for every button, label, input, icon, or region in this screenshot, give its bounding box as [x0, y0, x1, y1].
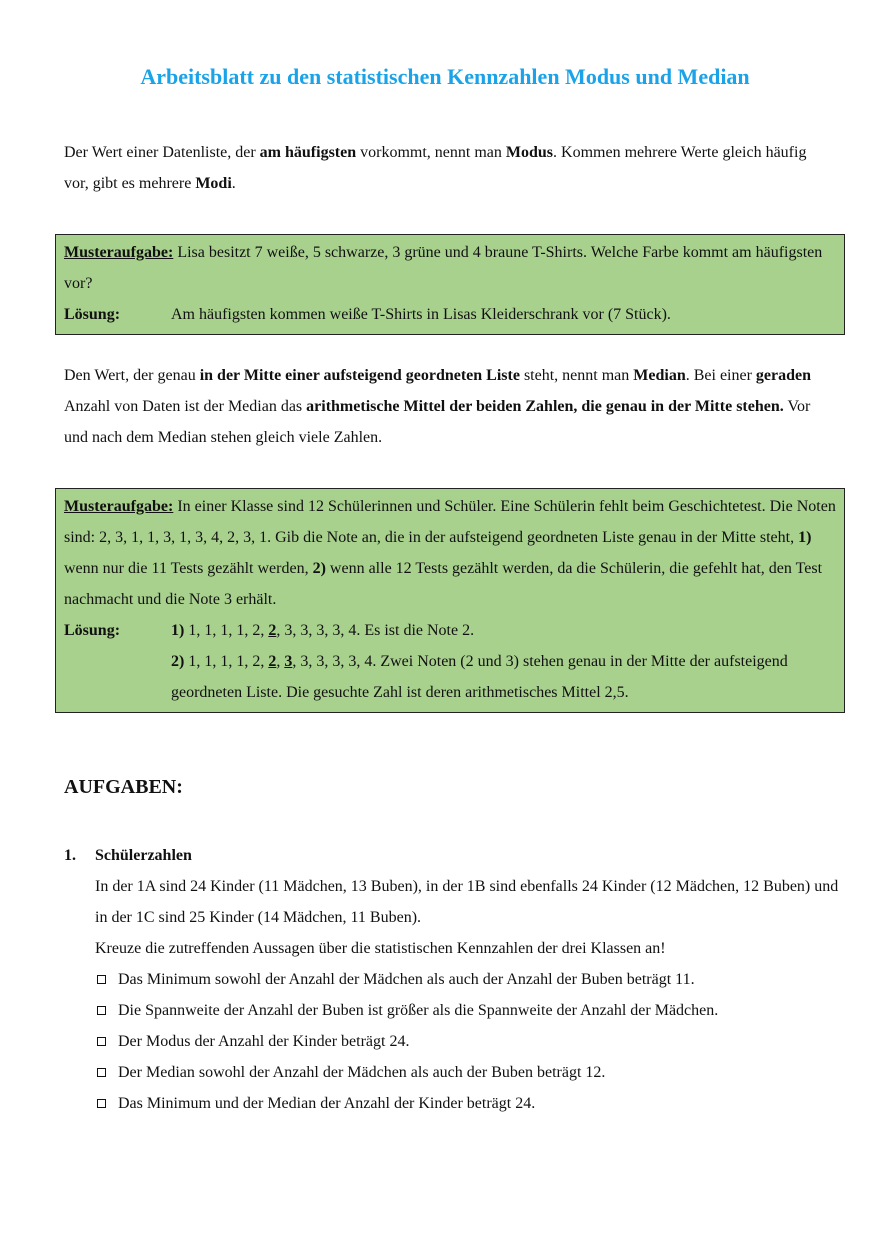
task-1 [64, 840, 844, 1119]
task-number: 1. [64, 847, 76, 864]
checkbox[interactable] [97, 1037, 106, 1046]
option-5[interactable]: Das Minimum und der Median der Anzahl der Kinder beträgt 24. [95, 1088, 844, 1119]
example-solution-2: 2) 1, 1, 1, 1, 2, 2, 3, 3, 3, 3, 3, 4. Zwei Noten (2 und 3) stehen genau in der Mitte der aufsteigend geordneten Liste. Die gesuchte Zahl ist deren arithmetisches Mittel 2,5. [171, 653, 788, 701]
checkbox[interactable] [97, 1068, 106, 1077]
tasks-heading: AUFGABEN: [64, 776, 183, 798]
example-solution: Lösung: Am häufigsten kommen weiße T-Shirts in Lisas Kleiderschrank vor (7 Stück). [64, 306, 671, 323]
checkbox[interactable] [97, 1099, 106, 1108]
checkbox[interactable] [97, 1006, 106, 1015]
median-definition: Den Wert, der genau in der Mitte einer aufsteigend geordneten Liste steht, nennt man Median. Bei einer geraden Anzahl von Daten ist der Median das arithmetische Mittel der beiden Zahlen, die genau in der Mitte stehen. Vor und nach dem Median stehen gleich viele Zahlen. [64, 367, 812, 446]
example-task-text: Musteraufgabe: In einer Klasse sind 12 Schülerinnen und Schüler. Eine Schülerin fehlt beim Geschichtetest. Die Noten sind: 2, 3, 1, 1, 3, 1, 3, 4, 2, 3, 1. Gib die Note an, die in der aufsteigend geordneten Liste genau in der Mitte steht, 1) wenn nur die 11 Tests gezählt werden, 2) wenn alle 12 Tests gezählt werden, da die Schülerin, die gefehlt hat, den Test nachmacht und die Note 3 erhält. [64, 498, 836, 608]
checkbox[interactable] [97, 975, 106, 984]
page-title: Arbeitsblatt zu den statistischen Kennzahlen Modus und Median [140, 64, 750, 89]
task-title: Schülerzahlen [95, 847, 192, 864]
option-4[interactable]: Der Median sowohl der Anzahl der Mädchen als auch der Buben beträgt 12. [95, 1057, 844, 1088]
example-task-text: Musteraufgabe: Lisa besitzt 7 weiße, 5 schwarze, 3 grüne und 4 braune T-Shirts. Welche Farbe kommt am häufigsten vor? [64, 244, 823, 292]
option-3[interactable]: Der Modus der Anzahl der Kinder beträgt 24. [95, 1026, 844, 1057]
example-box-median [55, 488, 845, 713]
task-text: In der 1A sind 24 Kinder (11 Mädchen, 13 Buben), in der 1B sind ebenfalls 24 Kinder (12 Mädchen, 12 Buben) und in der 1C sind 25 Kinder (14 Mädchen, 11 Buben). [95, 878, 839, 926]
option-1[interactable]: Das Minimum sowohl der Anzahl der Mädchen als auch der Anzahl der Buben beträgt 11. [95, 964, 844, 995]
modus-definition: Der Wert einer Datenliste, der am häufigsten vorkommt, nennt man Modus. Kommen mehrere Werte gleich häufig vor, gibt es mehrere Modi. [64, 144, 807, 192]
example-solution-1: Lösung: 1) 1, 1, 1, 1, 2, 2, 3, 3, 3, 3, 4. Es ist die Note 2. [64, 622, 475, 639]
task-instruction: Kreuze die zutreffenden Aussagen über die statistischen Kennzahlen der drei Klassen an! [95, 940, 666, 957]
option-2[interactable]: Die Spannweite der Anzahl der Buben ist größer als die Spannweite der Anzahl der Mädchen. [95, 995, 844, 1026]
example-box-modus [55, 234, 845, 335]
